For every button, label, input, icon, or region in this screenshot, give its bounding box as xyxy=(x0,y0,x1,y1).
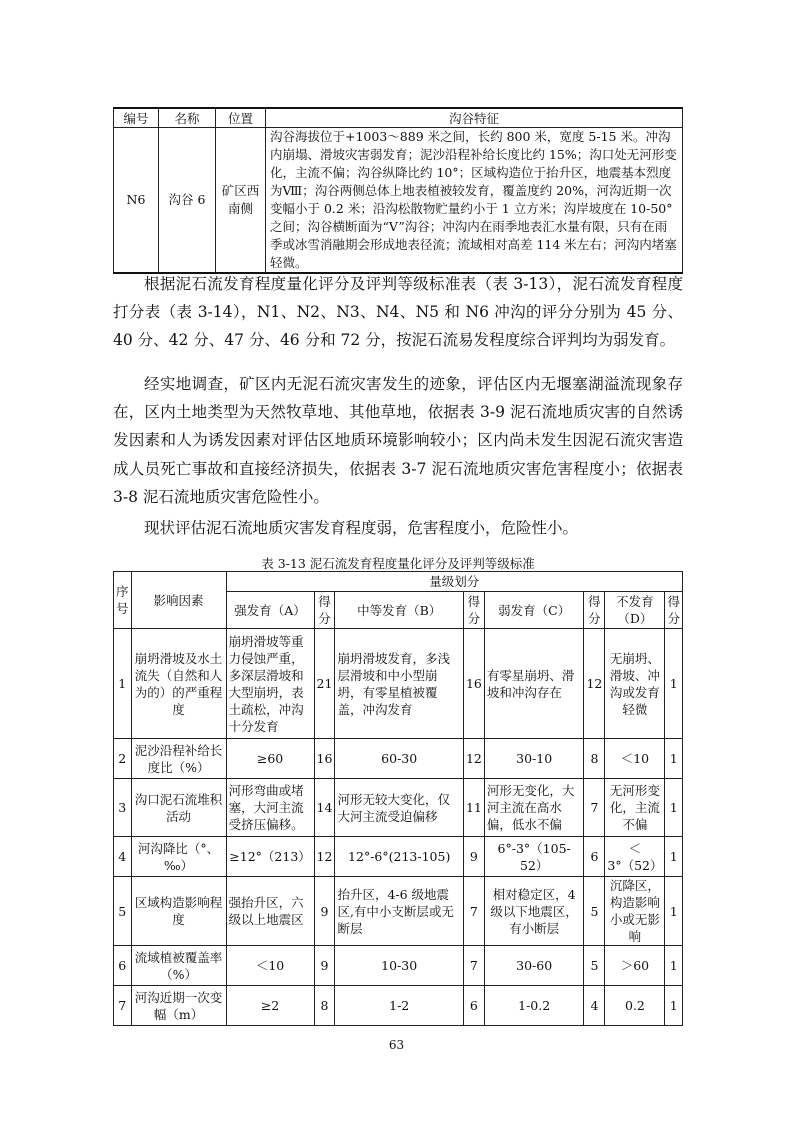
table-row xyxy=(114,739,683,779)
cell-medium-score: 7 xyxy=(463,946,484,986)
cell-none-score: 1 xyxy=(665,946,683,986)
cell-medium: 12°-6°(213-105) xyxy=(335,837,464,877)
cell-none-score: 1 xyxy=(665,629,683,739)
header-score: 得分 xyxy=(314,592,335,629)
table-row xyxy=(114,128,683,274)
header-seq: 序号 xyxy=(114,572,132,629)
cell-none: 无崩坍、滑坡、冲沟或发育轻微 xyxy=(605,629,665,739)
cell-factor: 河沟降比（°、‰） xyxy=(131,837,226,877)
cell-strong: ＜10 xyxy=(226,946,314,986)
paragraph-3: 现状评估泥石流地质灾害发育程度弱，危害程度小，危险性小。 xyxy=(144,519,579,537)
cell-weak-score: 8 xyxy=(584,739,605,779)
cell-strong-score: 9 xyxy=(314,946,335,986)
cell-medium: 河形无较大变化，仅大河主流受迫偏移 xyxy=(335,779,464,837)
cell-weak-score: 5 xyxy=(584,877,605,946)
header-score: 得分 xyxy=(463,592,484,629)
table-header-row xyxy=(114,572,683,592)
table-row xyxy=(114,946,683,986)
cell-medium: 10-30 xyxy=(335,946,464,986)
cell-seq: 2 xyxy=(114,739,132,779)
paragraph-1: 根据泥石流发育程度量化评分及评判等级标准表（表 3-13），泥石流发育程度打分表（表 3-14），N1、N2、N3、N4、N5 和 N6 冲沟的评分分别为 45 分、40 分、42 分、47 分、46 分和 72 分，按泥石流易发程度综合评判均为弱发育。 xyxy=(113,275,683,350)
cell-strong: ≥12°（213） xyxy=(226,837,314,877)
cell-none-score: 1 xyxy=(665,739,683,779)
cell-strong: 强抬升区，六级以上地震区 xyxy=(226,877,314,946)
cell-medium: 60-30 xyxy=(335,739,464,779)
cell-medium: 1-2 xyxy=(335,986,464,1026)
cell-strong-score: 14 xyxy=(314,779,335,837)
header-medium: 中等发育（B） xyxy=(335,592,464,629)
cell-weak: 1-0.2 xyxy=(484,986,584,1026)
cell-medium-score: 16 xyxy=(463,629,484,739)
cell-none: 无河形变化，主流不偏 xyxy=(605,779,665,837)
header-weak: 弱发育（C） xyxy=(484,592,584,629)
cell-strong-score: 16 xyxy=(314,739,335,779)
cell-factor: 河沟近期一次变幅（m） xyxy=(131,986,226,1026)
header-name: 名称 xyxy=(159,108,216,128)
cell-strong: 崩坍滑坡等重力侵蚀严重，多深层滑坡和大型崩坍，表土疏松，冲沟十分发育 xyxy=(226,629,314,739)
cell-medium-score: 6 xyxy=(463,986,484,1026)
cell-weak-score: 7 xyxy=(584,779,605,837)
cell-none: ＜3°（52） xyxy=(605,837,665,877)
header-factor: 影响因素 xyxy=(131,572,226,629)
cell-strong-score: 21 xyxy=(314,629,335,739)
cell-factor: 区域构造影响程度 xyxy=(131,877,226,946)
cell-strong-score: 12 xyxy=(314,837,335,877)
header-score: 得分 xyxy=(665,592,683,629)
cell-none: ＜10 xyxy=(605,739,665,779)
cell-medium: 崩坍滑坡发育，多浅层滑坡和中小型崩坍，有零星植被覆盖，冲沟发育 xyxy=(335,629,464,739)
header-group: 量级划分 xyxy=(226,572,682,592)
cell-weak: 河形无变化，大河主流在高水偏，低水不偏 xyxy=(484,779,584,837)
cell-medium-score: 7 xyxy=(463,877,484,946)
page-number: 63 xyxy=(388,1038,405,1052)
cell-name: 沟谷 6 xyxy=(159,128,216,274)
cell-medium-score: 12 xyxy=(463,739,484,779)
cell-weak: 6°-3°（105-52） xyxy=(484,837,584,877)
cell-weak-score: 6 xyxy=(584,837,605,877)
cell-location: 矿区西南侧 xyxy=(216,128,266,274)
cell-none-score: 1 xyxy=(665,837,683,877)
cell-none: ＞60 xyxy=(605,946,665,986)
cell-seq: 1 xyxy=(114,629,132,739)
cell-none-score: 1 xyxy=(665,877,683,946)
cell-strong: ≥60 xyxy=(226,739,314,779)
cell-weak: 30-60 xyxy=(484,946,584,986)
cell-weak-score: 4 xyxy=(584,986,605,1026)
cell-factor: 泥沙沿程补给长度比（%） xyxy=(131,739,226,779)
cell-seq: 7 xyxy=(114,986,132,1026)
cell-weak-score: 5 xyxy=(584,946,605,986)
cell-weak: 相对稳定区，4级以下地震区，有小断层 xyxy=(484,877,584,946)
cell-seq: 5 xyxy=(114,877,132,946)
cell-factor: 沟口泥石流堆积活动 xyxy=(131,779,226,837)
header-none: 不发育（D） xyxy=(605,592,665,629)
cell-none: 0.2 xyxy=(605,986,665,1026)
cell-medium-score: 11 xyxy=(463,779,484,837)
table-row xyxy=(114,837,683,877)
cell-factor: 崩坍滑坡及水土流失（自然和人为的）的严重程度 xyxy=(131,629,226,739)
cell-strong-score: 9 xyxy=(314,877,335,946)
cell-weak-score: 12 xyxy=(584,629,605,739)
header-location: 位置 xyxy=(216,108,266,128)
cell-seq: 4 xyxy=(114,837,132,877)
terrain-feature-table xyxy=(113,107,683,274)
header-score: 得分 xyxy=(584,592,605,629)
cell-medium-score: 9 xyxy=(463,837,484,877)
cell-factor: 流域植被覆盖率（%） xyxy=(131,946,226,986)
debris-flow-grading-table xyxy=(113,571,683,1026)
cell-features: 沟谷海拔位于+1003～889 米之间，长约 800 米，宽度 5-15 米。冲沟内崩塌、滑坡灾害弱发育；泥沙沿程补给长度比约 15%；沟口处无河形变化，主流不偏；沟谷纵降比约 10°；区域构造位于抬升区，地震基本烈度为Ⅷ；沟谷两侧总体上地表植被较发育，覆盖度约 20%，河沟近期一次变幅小于 0.2 米；沿沟松散物贮量约小于 1 立方米；沟岸坡度在 10-50°之间；沟谷横断面为“V”沟谷；冲沟内在雨季地表汇水量有限，只有在雨季或冰雪消融期会形成地表径流；流域相对高差 114 米左右；河沟内堵塞轻微。 xyxy=(266,128,683,274)
paragraph-2: 经实地调查，矿区内无泥石流灾害发生的迹象，评估区内无堰塞湖溢流现象存在，区内土地类型为天然牧草地、其他草地，依据表 3-9 泥石流地质灾害的自然诱发因素和人为诱发因素对评估区地质环境影响较小；区内尚未发生因泥石流灾害造成人员死亡事故和直接经济损失，依据表 3-7 泥石流地质灾害危害程度小；依据表 3-8 泥石流地质灾害危险性小。 xyxy=(113,375,683,506)
cell-weak: 30-10 xyxy=(484,739,584,779)
cell-medium: 抬升区，4-6 级地震区,有中小支断层或无断层 xyxy=(335,877,464,946)
cell-strong: ≥2 xyxy=(226,986,314,1026)
header-id: 编号 xyxy=(114,108,159,128)
cell-none-score: 1 xyxy=(665,986,683,1026)
cell-seq: 3 xyxy=(114,779,132,837)
header-strong: 强发育（A） xyxy=(226,592,314,629)
cell-strong: 河形弯曲或堵塞，大河主流受挤压偏移。 xyxy=(226,779,314,837)
header-features: 沟谷特征 xyxy=(266,108,683,128)
table-row xyxy=(114,629,683,739)
cell-weak: 有零星崩坍、滑坡和冲沟存在 xyxy=(484,629,584,739)
table-header-row xyxy=(114,108,683,128)
table-caption: 表 3-13 泥石流发育程度量化评分及评判等级标准 xyxy=(261,556,535,571)
cell-seq: 6 xyxy=(114,946,132,986)
cell-none-score: 1 xyxy=(665,779,683,837)
table-row xyxy=(114,877,683,946)
table-row xyxy=(114,779,683,837)
table-row xyxy=(114,986,683,1026)
cell-none: 沉降区，构造影响小或无影响 xyxy=(605,877,665,946)
cell-strong-score: 8 xyxy=(314,986,335,1026)
cell-id: N6 xyxy=(114,128,159,274)
